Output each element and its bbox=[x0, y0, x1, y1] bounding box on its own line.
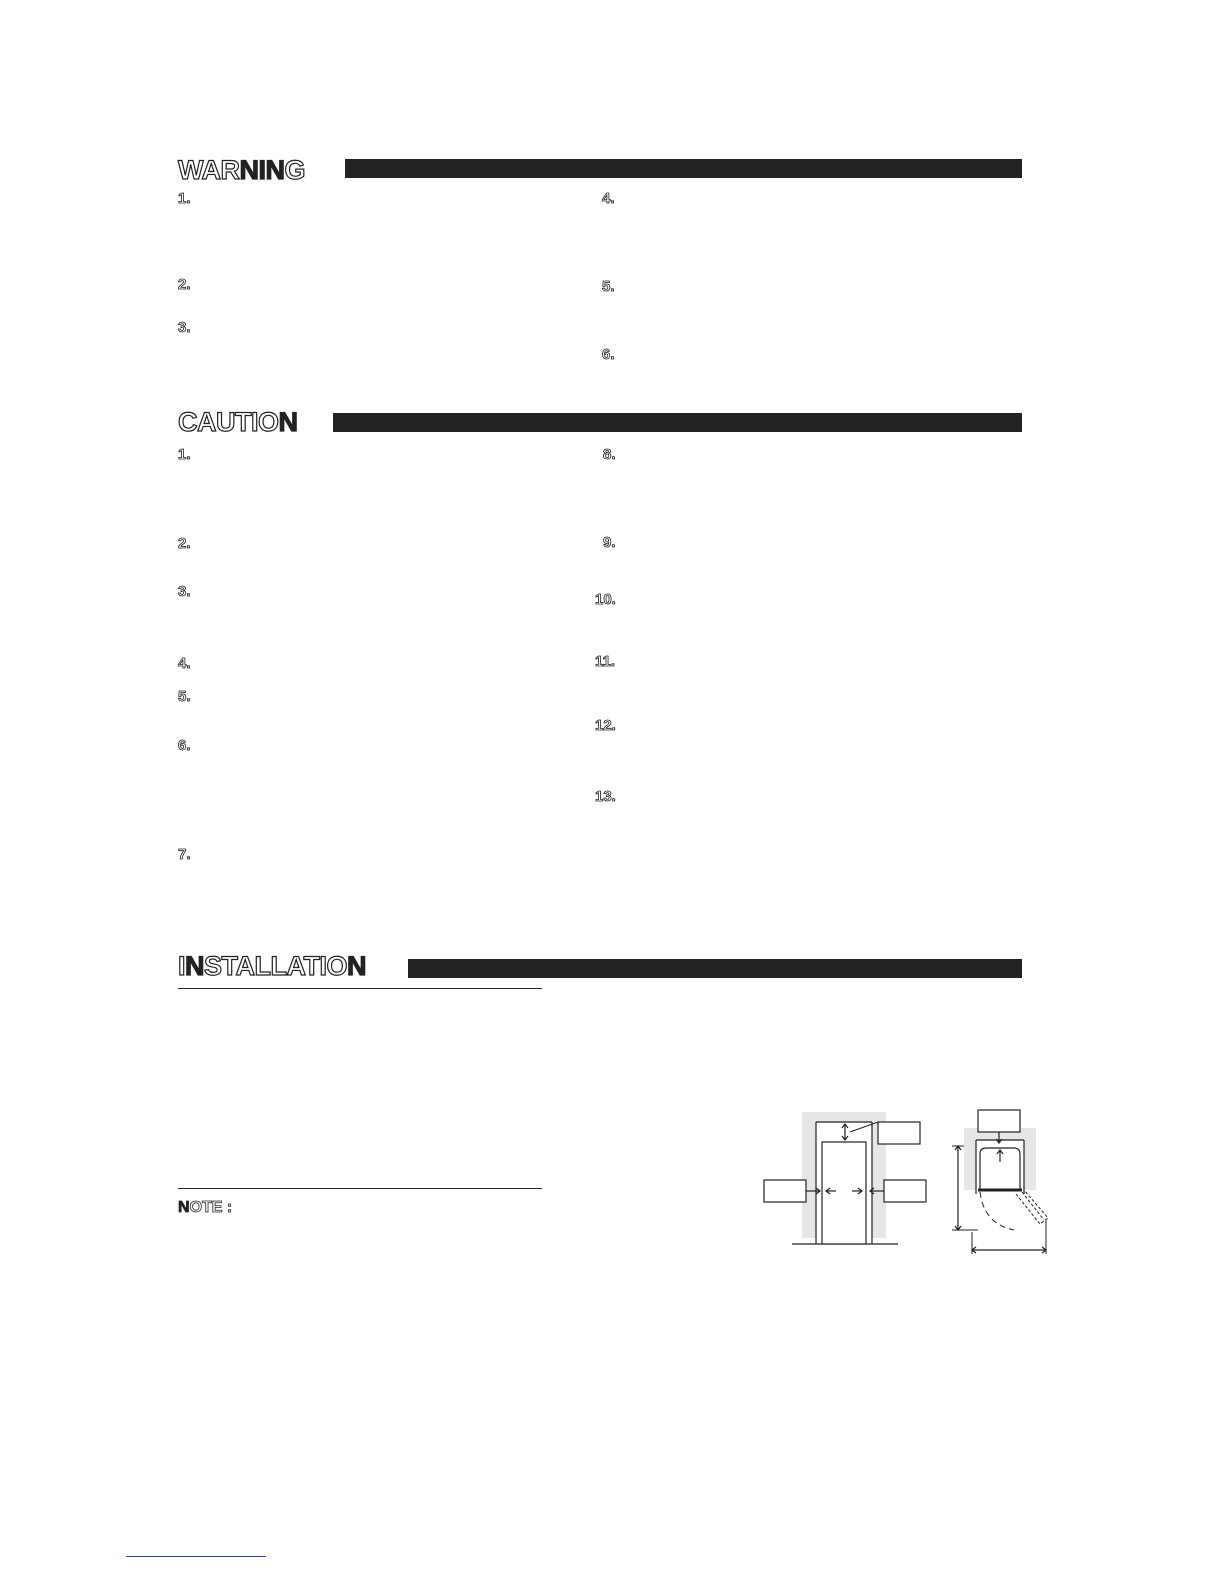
installation-heading: INSTALLATION bbox=[178, 951, 366, 981]
caution-item-number: 6. bbox=[178, 737, 191, 754]
caution-item-number: 8. bbox=[603, 446, 616, 463]
caution-item-number: 13. bbox=[595, 788, 616, 805]
caution-item-number: 11. bbox=[595, 653, 616, 670]
warning-item-number: 6. bbox=[602, 346, 615, 363]
installation-top-rule bbox=[178, 988, 542, 989]
installation-heading-bar bbox=[408, 959, 1022, 978]
caution-item-number: 3. bbox=[178, 583, 191, 600]
caution-item-number: 12. bbox=[595, 717, 616, 734]
warning-item-number: 2. bbox=[178, 276, 191, 293]
caution-heading-bar bbox=[333, 413, 1022, 432]
caution-item-number: 1. bbox=[178, 446, 191, 463]
warning-item-number: 3. bbox=[178, 319, 191, 336]
caution-item-number: 9. bbox=[603, 534, 616, 551]
clearance-front-diagram bbox=[760, 1108, 930, 1248]
warning-heading: WARNING bbox=[178, 155, 306, 185]
warning-item-number: 5. bbox=[602, 278, 615, 295]
caution-heading: CAUTION bbox=[178, 407, 298, 437]
warning-item-number: 4. bbox=[602, 190, 615, 207]
footer-link-underline[interactable] bbox=[126, 1556, 266, 1557]
installation-note-rule bbox=[178, 1188, 542, 1189]
caution-item-number: 5. bbox=[178, 688, 191, 705]
clearance-top-diagram bbox=[944, 1106, 1054, 1256]
caution-item-number: 4. bbox=[178, 655, 191, 672]
caution-item-number: 2. bbox=[178, 535, 191, 552]
caution-item-number: 10. bbox=[595, 591, 616, 608]
caution-item-number: 7. bbox=[178, 846, 191, 863]
note-label: NOTE : bbox=[178, 1199, 233, 1216]
warning-heading-bar bbox=[345, 159, 1022, 178]
warning-item-number: 1. bbox=[178, 190, 191, 207]
